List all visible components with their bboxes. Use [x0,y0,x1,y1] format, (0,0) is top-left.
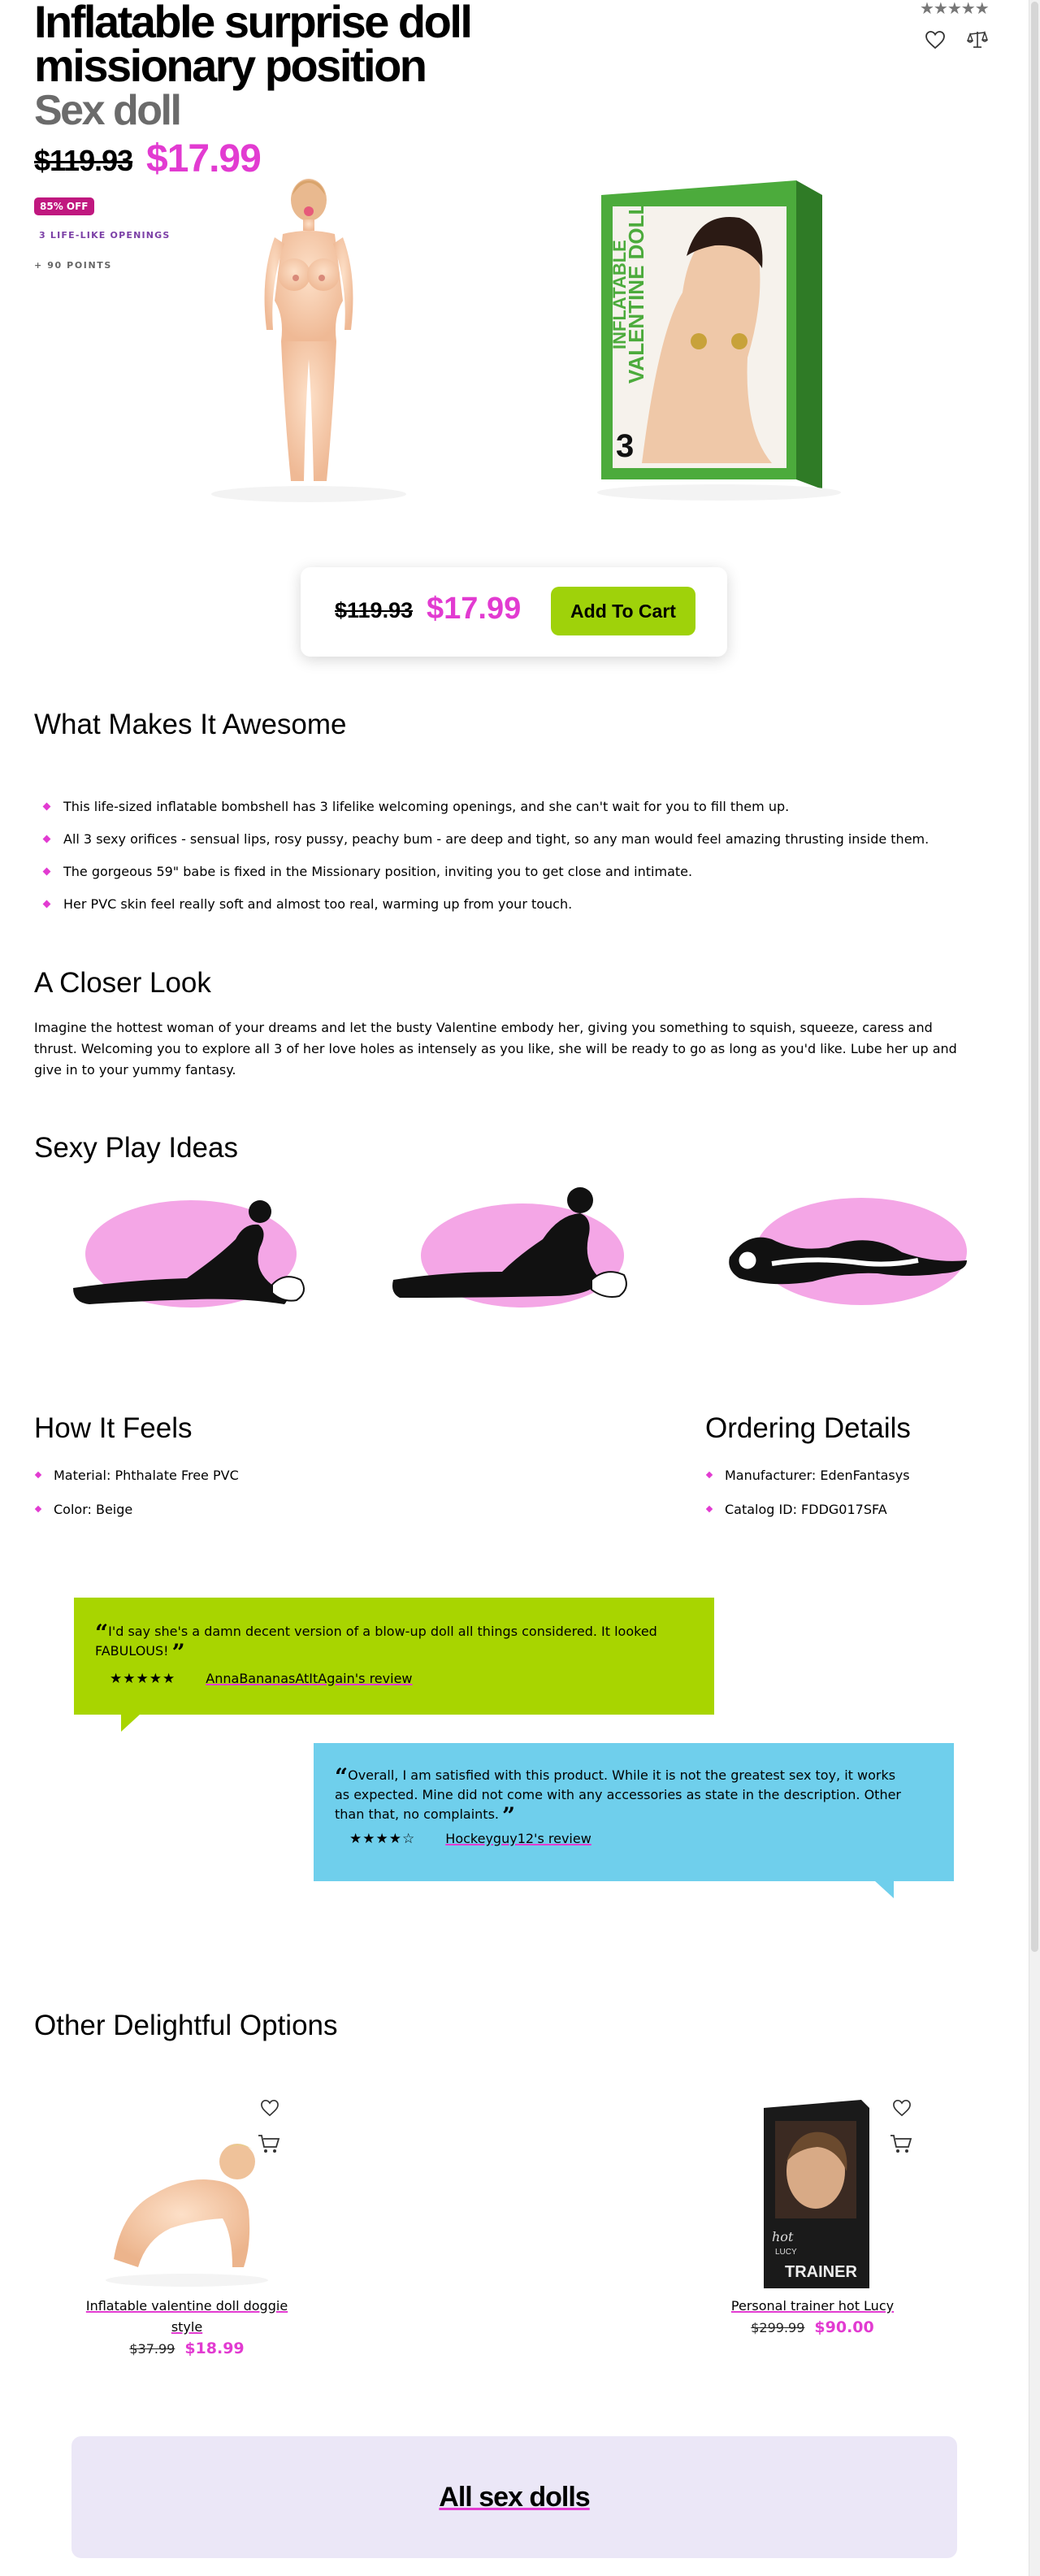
ordering-list [705,1468,910,1536]
review-author-link[interactable]: AnnaBananasAtItAgain's review [206,1671,413,1686]
open-quote-icon: “ [95,1620,109,1646]
buybox-old-price: $119.93 [335,598,414,622]
product-thumbnail[interactable] [89,2097,284,2292]
package-openings-text: 3 [616,428,635,464]
box-top-text: hot [772,2229,794,2244]
awesome-heading: What Makes It Awesome [34,709,347,740]
play-idea-image-1 [65,1182,317,1321]
play-idea-image-2 [388,1182,640,1321]
wishlist-heart-icon[interactable] [923,28,947,52]
list-item: Catalog ID: FDDG017SFA [705,1502,910,1518]
wishlist-heart-icon[interactable] [890,2097,913,2119]
open-quote-icon: “ [335,1763,349,1790]
product-card[interactable] [707,2097,918,2357]
list-item: Color: Beige [34,1502,239,1518]
list-item: All 3 sexy orifices - sensual lips, rosy pussy, peachy bum - are deep and tight, so any man would feel amazing thrusting inside them. [34,831,1009,848]
list-item: Manufacturer: EdenFantasys [705,1468,910,1484]
play-heading: Sexy Play Ideas [34,1132,238,1164]
review-author-link[interactable]: Hockeyguy12's review [445,1831,592,1846]
review-card [74,1598,714,1715]
product-title: Inflatable surprise doll missionary position [34,0,471,91]
all-sex-dolls-label: All sex dolls [439,2481,590,2513]
product-new-price: $18.99 [184,2340,245,2357]
package-name-text: VALENTINE DOLL [624,202,648,384]
buybox-new-price: $17.99 [427,592,522,626]
buy-box [301,567,727,657]
product-category: Sex doll [34,87,180,134]
reward-points: + 90 POINTS [34,260,112,271]
product-rating-stars[interactable]: ★★★★★ [920,0,989,18]
closer-heading: A Closer Look [34,967,211,999]
review-rating-stars: ★★★★☆ [349,1831,416,1847]
product-new-price: $90.00 [814,2318,874,2336]
scrollbar-thumb[interactable] [1031,2,1038,1952]
product-image-package[interactable] [552,171,894,512]
discount-badge: 85% OFF [34,197,94,215]
play-idea-image-3 [723,1182,975,1321]
box-label-text: TRAINER [785,2263,857,2281]
add-to-cart-button[interactable]: Add To Cart [551,587,696,635]
product-thumbnail[interactable] [748,2097,886,2292]
awesome-list [34,799,1009,929]
product-image-doll[interactable] [138,171,528,512]
speech-tail-icon [121,1714,141,1732]
add-to-cart-icon[interactable] [889,2132,913,2155]
feels-heading: How It Feels [34,1412,193,1444]
product-old-price: $37.99 [129,2341,176,2357]
close-quote-icon: ” [501,1802,516,1829]
list-item: Material: Phthalate Free PVC [34,1468,239,1484]
page-scrollbar[interactable] [1029,0,1040,2576]
all-sex-dolls-link[interactable] [72,2436,957,2558]
product-new-price: $17.99 [146,137,261,180]
review-card [314,1743,954,1881]
review-text: Overall, I am satisfied with this product. While it is not the greatest sex toy, it works as expected. Mine did not come with any accessories as state in the description. Other than that, no complaints. [335,1767,901,1822]
ordering-heading: Ordering Details [705,1412,911,1444]
close-quote-icon: ” [171,1639,185,1666]
compare-scale-icon[interactable] [965,28,990,52]
list-item: Her PVC skin feel really soft and almost too real, warming up from your touch. [34,896,1009,913]
wishlist-heart-icon[interactable] [258,2097,281,2119]
list-item: The gorgeous 59" babe is fixed in the Missionary position, inviting you to get close and intimate. [34,864,1009,880]
feels-list [34,1468,239,1536]
product-card[interactable] [81,2097,292,2373]
add-to-cart-icon[interactable] [257,2132,281,2155]
package-brand-text: INFLATABLE [609,240,630,349]
review-text: I'd say she's a damn decent version of a blow-up doll all things considered. It looked FABULOUS! [95,1624,657,1659]
review-rating-stars: ★★★★★ [110,1671,176,1687]
other-heading: Other Delightful Options [34,2010,338,2041]
box-name-text: LUCY [775,2248,797,2257]
list-item: This life-sized inflatable bombshell has 3 lifelike welcoming openings, and she can't wait for you to fill them up. [34,799,1009,815]
product-old-price: $119.93 [34,144,133,177]
feature-tag: 3 LIFE-LIKE OPENINGS [39,230,171,241]
closer-description: Imagine the hottest woman of your dreams and let the busty Valentine embody her, giving you something to squish, squeeze, caress and thrust. Welcoming you to explore all 3 of her love holes as intensely as you like, she will be ready to go as long as you'd like. Lube her up and give in to your yummy fantasy. [34,1020,957,1078]
product-old-price: $299.99 [751,2320,805,2335]
product-name-link[interactable]: Inflatable valentine doll doggie style [85,2298,288,2335]
product-name-link[interactable]: Personal trainer hot Lucy [730,2298,895,2314]
speech-tail-icon [874,1880,894,1898]
